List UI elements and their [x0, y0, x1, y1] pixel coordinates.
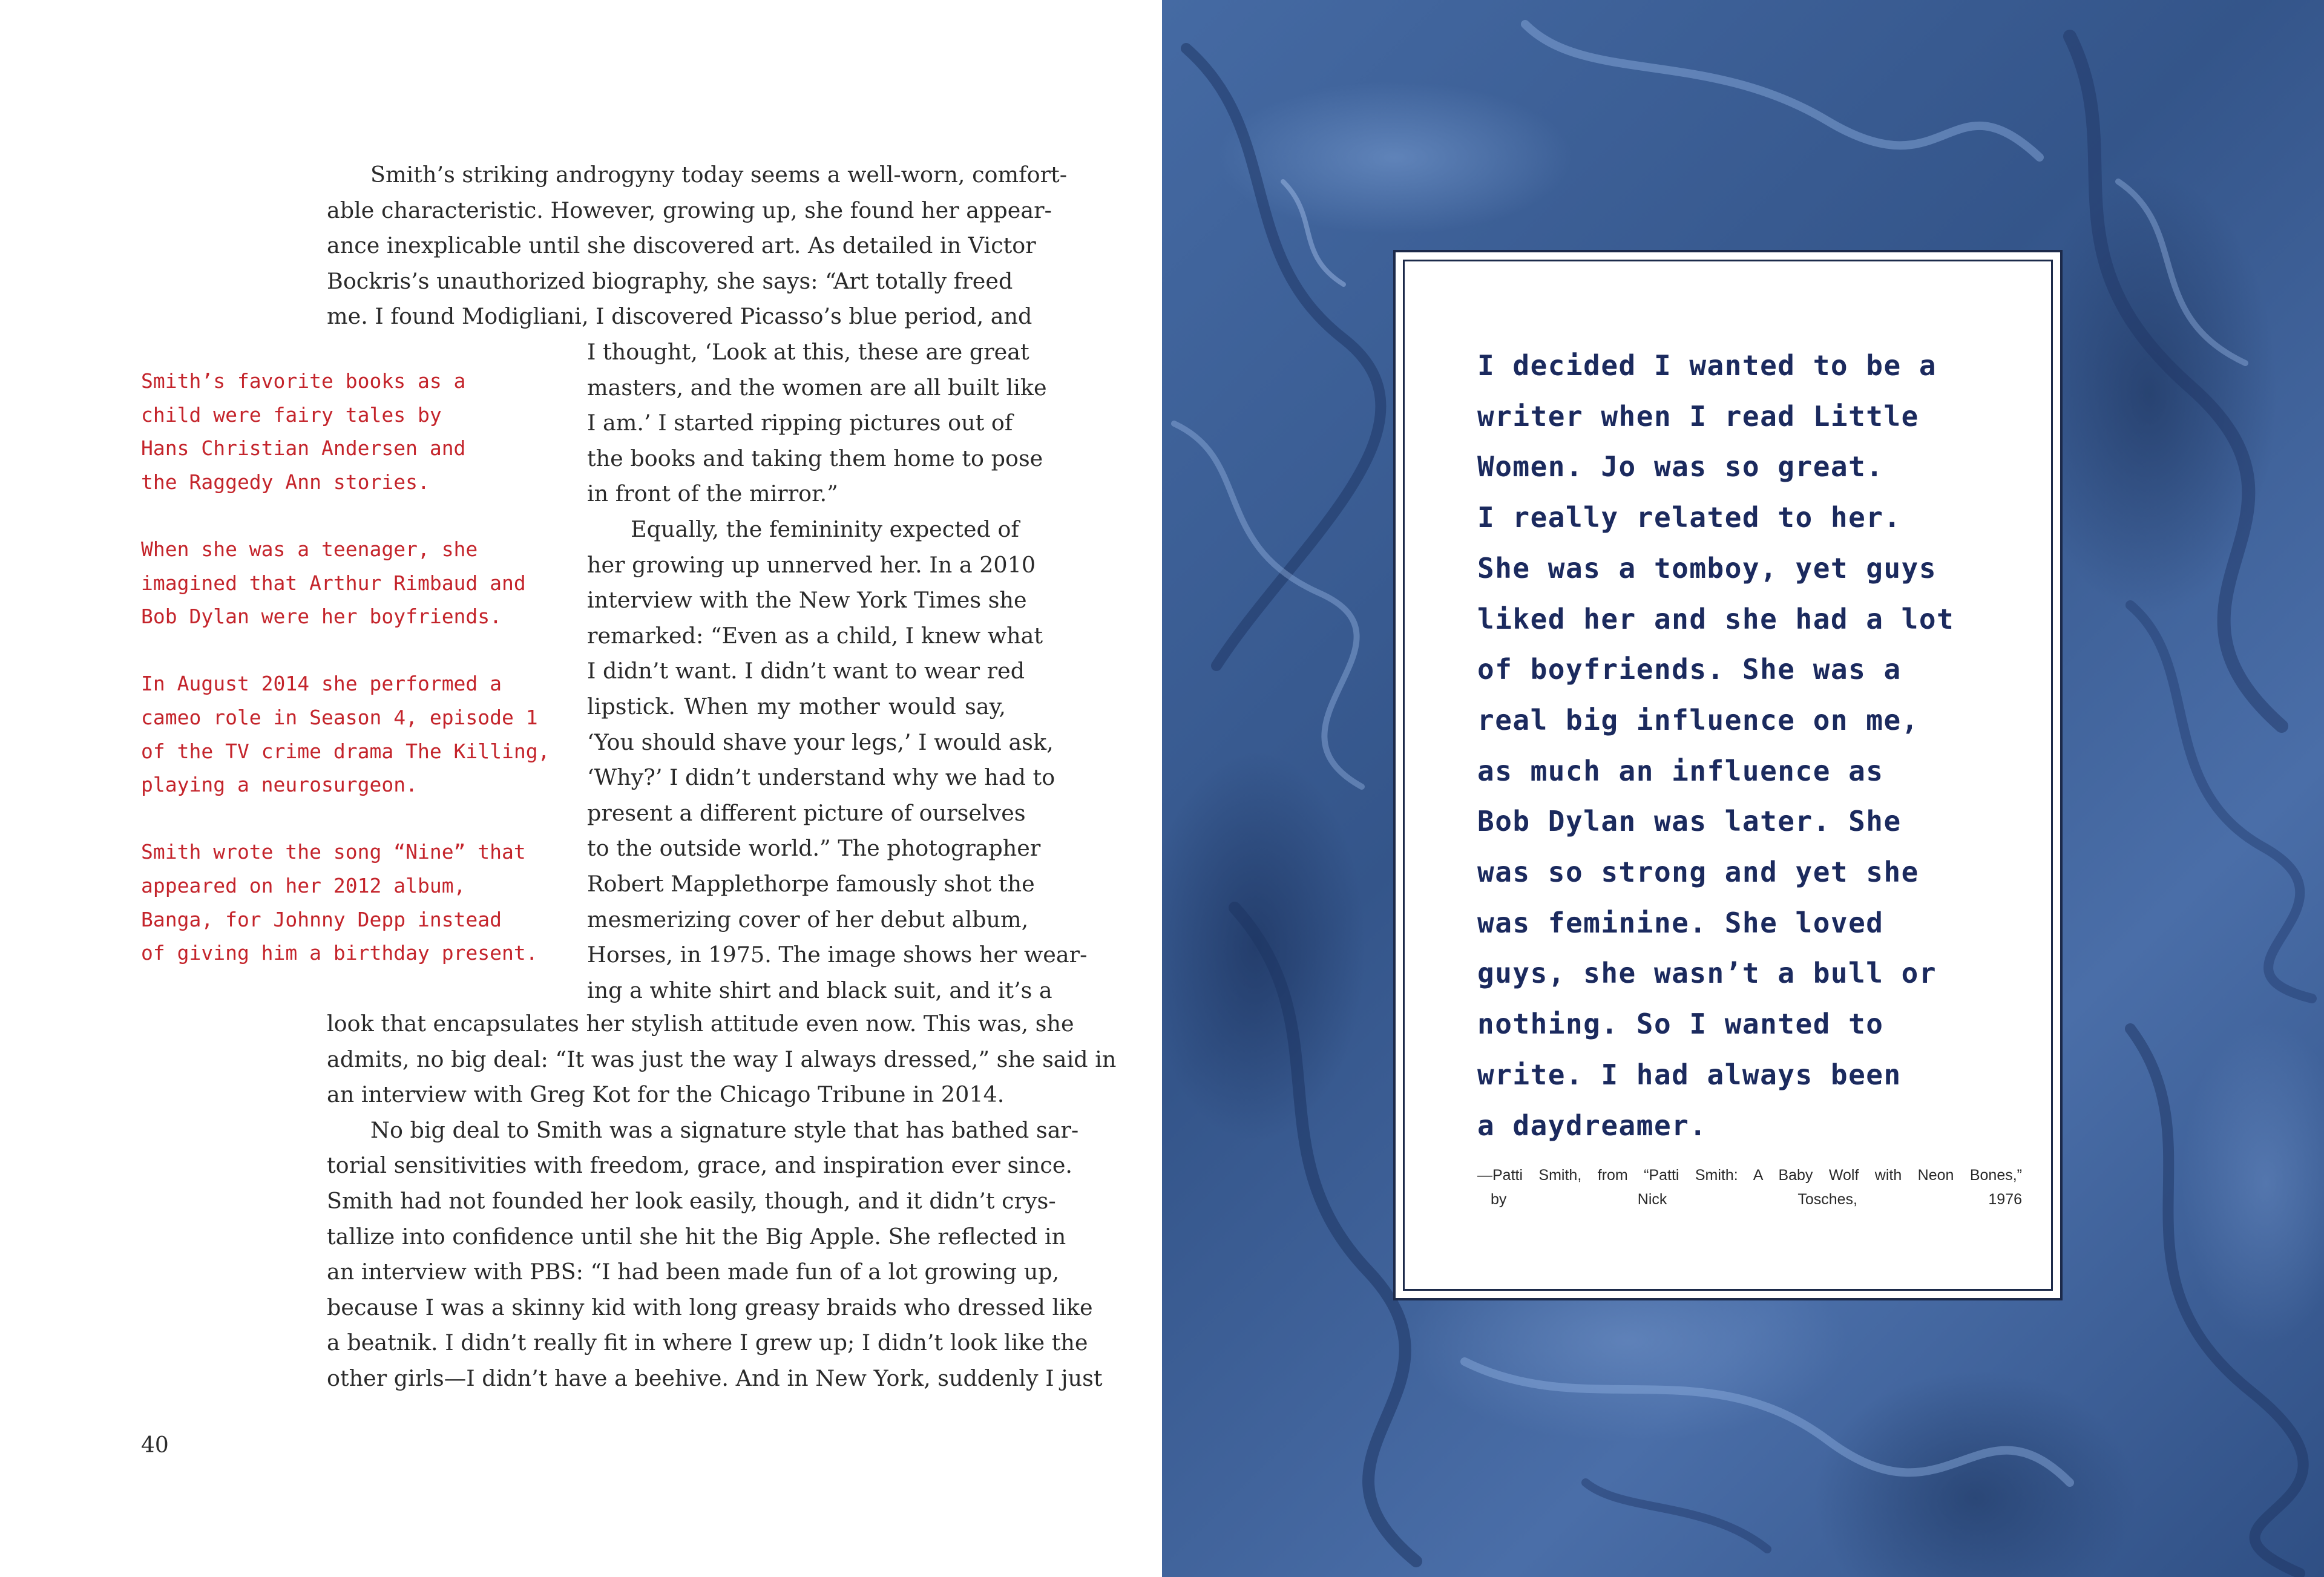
sidebar-fact-line: Hans Christian Andersen and	[141, 436, 466, 461]
body-text-bottom	[327, 1006, 1117, 1397]
sidebar-fact-line: appeared on her 2012 album,	[141, 873, 466, 897]
body-line: I am.’ I started ripping pictures out of	[587, 410, 1013, 436]
quote-line: writer when I read Little	[1477, 399, 1919, 433]
body-line: Smith had not founded her look easily, though, and it didn’t crys-	[327, 1187, 1056, 1214]
body-line: Smith’s striking androgyny today seems a well-worn, comfort-	[370, 162, 1068, 188]
quote-line: real big influence on me,	[1477, 703, 1919, 736]
quote-line: guys, she wasn’t a bull or	[1477, 957, 1937, 990]
body-line: torial sensitivities with freedom, grace, and inspiration ever since.	[327, 1152, 1073, 1179]
body-line: interview with the New York Times she	[587, 587, 1027, 614]
attribution-line: —Patti Smith, from “Patti Smith: A Baby Wolf with Neon Bones,”	[1477, 1167, 2022, 1184]
body-line: ing a white shirt and black suit, and it’s a	[587, 977, 1052, 1003]
sidebar-fact-line: In August 2014 she performed a	[141, 672, 502, 696]
quote-line: was so strong and yet she	[1477, 856, 1919, 889]
body-line: because I was a skinny kid with long greasy braids who dressed like	[327, 1294, 1093, 1320]
quote-line: nothing. So I wanted to	[1477, 1008, 1884, 1041]
body-line: No big deal to Smith was a signature style that has bathed sar-	[370, 1116, 1079, 1143]
quote-line: write. I had always been	[1477, 1058, 1902, 1091]
sidebar-fact-line: Banga, for Johnny Depp instead	[141, 907, 502, 931]
body-line: Equally, the femininity expected of	[631, 516, 1019, 542]
body-line: a beatnik. I didn’t really fit in where I grew up; I didn’t look like the	[327, 1329, 1088, 1356]
quote-line: I decided I wanted to be a	[1477, 349, 1937, 382]
body-line: an interview with Greg Kot for the Chicago Tribune in 2014.	[327, 1081, 1005, 1108]
body-text-top	[327, 157, 1068, 335]
sidebar-fact	[141, 835, 565, 969]
quote-line: as much an influence as	[1477, 754, 1884, 787]
sidebar-fact-line: When she was a teenager, she	[141, 537, 478, 561]
quote-line: liked her and she had a lot	[1477, 602, 1955, 635]
body-line: ‘You should shave your legs,’ I would ask,	[587, 729, 1054, 755]
sidebar-fact-line: imagined that Arthur Rimbaud and	[141, 571, 526, 595]
sidebar-fact-line: of giving him a birthday present.	[141, 941, 538, 965]
body-line: remarked: “Even as a child, I knew what	[587, 622, 1043, 649]
right-page-marbled	[1162, 0, 2324, 1577]
sidebar-fact-line: playing a neurosurgeon.	[141, 773, 418, 797]
quote-line: She was a tomboy, yet guys	[1477, 551, 1937, 585]
body-line: lipstick. When my mother would say,	[587, 693, 1006, 720]
quote-attribution	[1477, 1163, 2022, 1211]
quote-line: a daydreamer.	[1477, 1109, 1707, 1142]
sidebar-fact-line: the Raggedy Ann stories.	[141, 470, 430, 494]
body-line: me. I found Modigliani, I discovered Picasso’s blue period, and	[327, 303, 1032, 330]
pull-quote	[1477, 341, 2010, 1151]
body-line: tallize into confidence until she hit the Big Apple. She reflected in	[327, 1223, 1066, 1250]
page-number: 40	[141, 1433, 169, 1458]
quote-line: Bob Dylan was later. She	[1477, 805, 1902, 838]
body-line: to the outside world.” The photographer	[587, 835, 1041, 862]
body-line: ‘Why?’ I didn’t understand why we had to	[587, 764, 1055, 791]
body-text-narrow-column	[587, 335, 1088, 1008]
body-line: Bockris’s unauthorized biography, she says: “Art totally freed	[327, 267, 1013, 294]
sidebar-fact-line: Smith wrote the song “Nine” that	[141, 840, 526, 864]
body-line: other girls—I didn’t have a beehive. And in New York, suddenly I just	[327, 1365, 1103, 1391]
body-line: her growing up unnerved her. In a 2010	[587, 551, 1036, 578]
quote-card	[1393, 250, 2063, 1300]
sidebar-fact	[141, 533, 565, 634]
body-line: I thought, ‘Look at this, these are great	[587, 339, 1029, 365]
body-line: Horses, in 1975. The image shows her wear-	[587, 942, 1088, 968]
attribution-line: by Nick Tosches, 1976	[1491, 1191, 2022, 1208]
body-line: present a different picture of ourselves	[587, 799, 1026, 826]
quote-line: I really related to her.	[1477, 501, 1902, 534]
quote-line: Women. Jo was so great.	[1477, 450, 1884, 484]
quote-line: was feminine. She loved	[1477, 906, 1884, 939]
sidebar-fact	[141, 667, 565, 801]
body-line: I didn’t want. I didn’t want to wear red	[587, 658, 1025, 684]
sidebar-fact-line: child were fairy tales by	[141, 402, 442, 427]
sidebar-fact	[141, 364, 565, 499]
body-line: ance inexplicable until she discovered art. As detailed in Victor	[327, 232, 1036, 259]
body-line: an interview with PBS: “I had been made fun of a lot growing up,	[327, 1259, 1060, 1285]
sidebar-facts	[141, 364, 565, 1003]
body-line: admits, no big deal: “It was just the way I always dressed,” she said in	[327, 1046, 1117, 1072]
body-line: masters, and the women are all built like	[587, 374, 1047, 401]
sidebar-fact-line: Smith’s favorite books as a	[141, 369, 466, 393]
quote-line: of boyfriends. She was a	[1477, 653, 1902, 686]
body-line: able characteristic. However, growing up, she found her appear-	[327, 197, 1052, 223]
sidebar-fact-line: Bob Dylan were her boyfriends.	[141, 605, 502, 629]
body-line: the books and taking them home to pose	[587, 445, 1043, 471]
sidebar-fact-line: cameo role in Season 4, episode 1	[141, 705, 538, 729]
sidebar-fact-line: of the TV crime drama The Killing,	[141, 739, 550, 763]
body-line: look that encapsulates her stylish attitude even now. This was, she	[327, 1011, 1074, 1037]
body-line: mesmerizing cover of her debut album,	[587, 906, 1029, 933]
body-line: in front of the mirror.”	[587, 480, 838, 507]
body-line: Robert Mapplethorpe famously shot the	[587, 870, 1035, 897]
